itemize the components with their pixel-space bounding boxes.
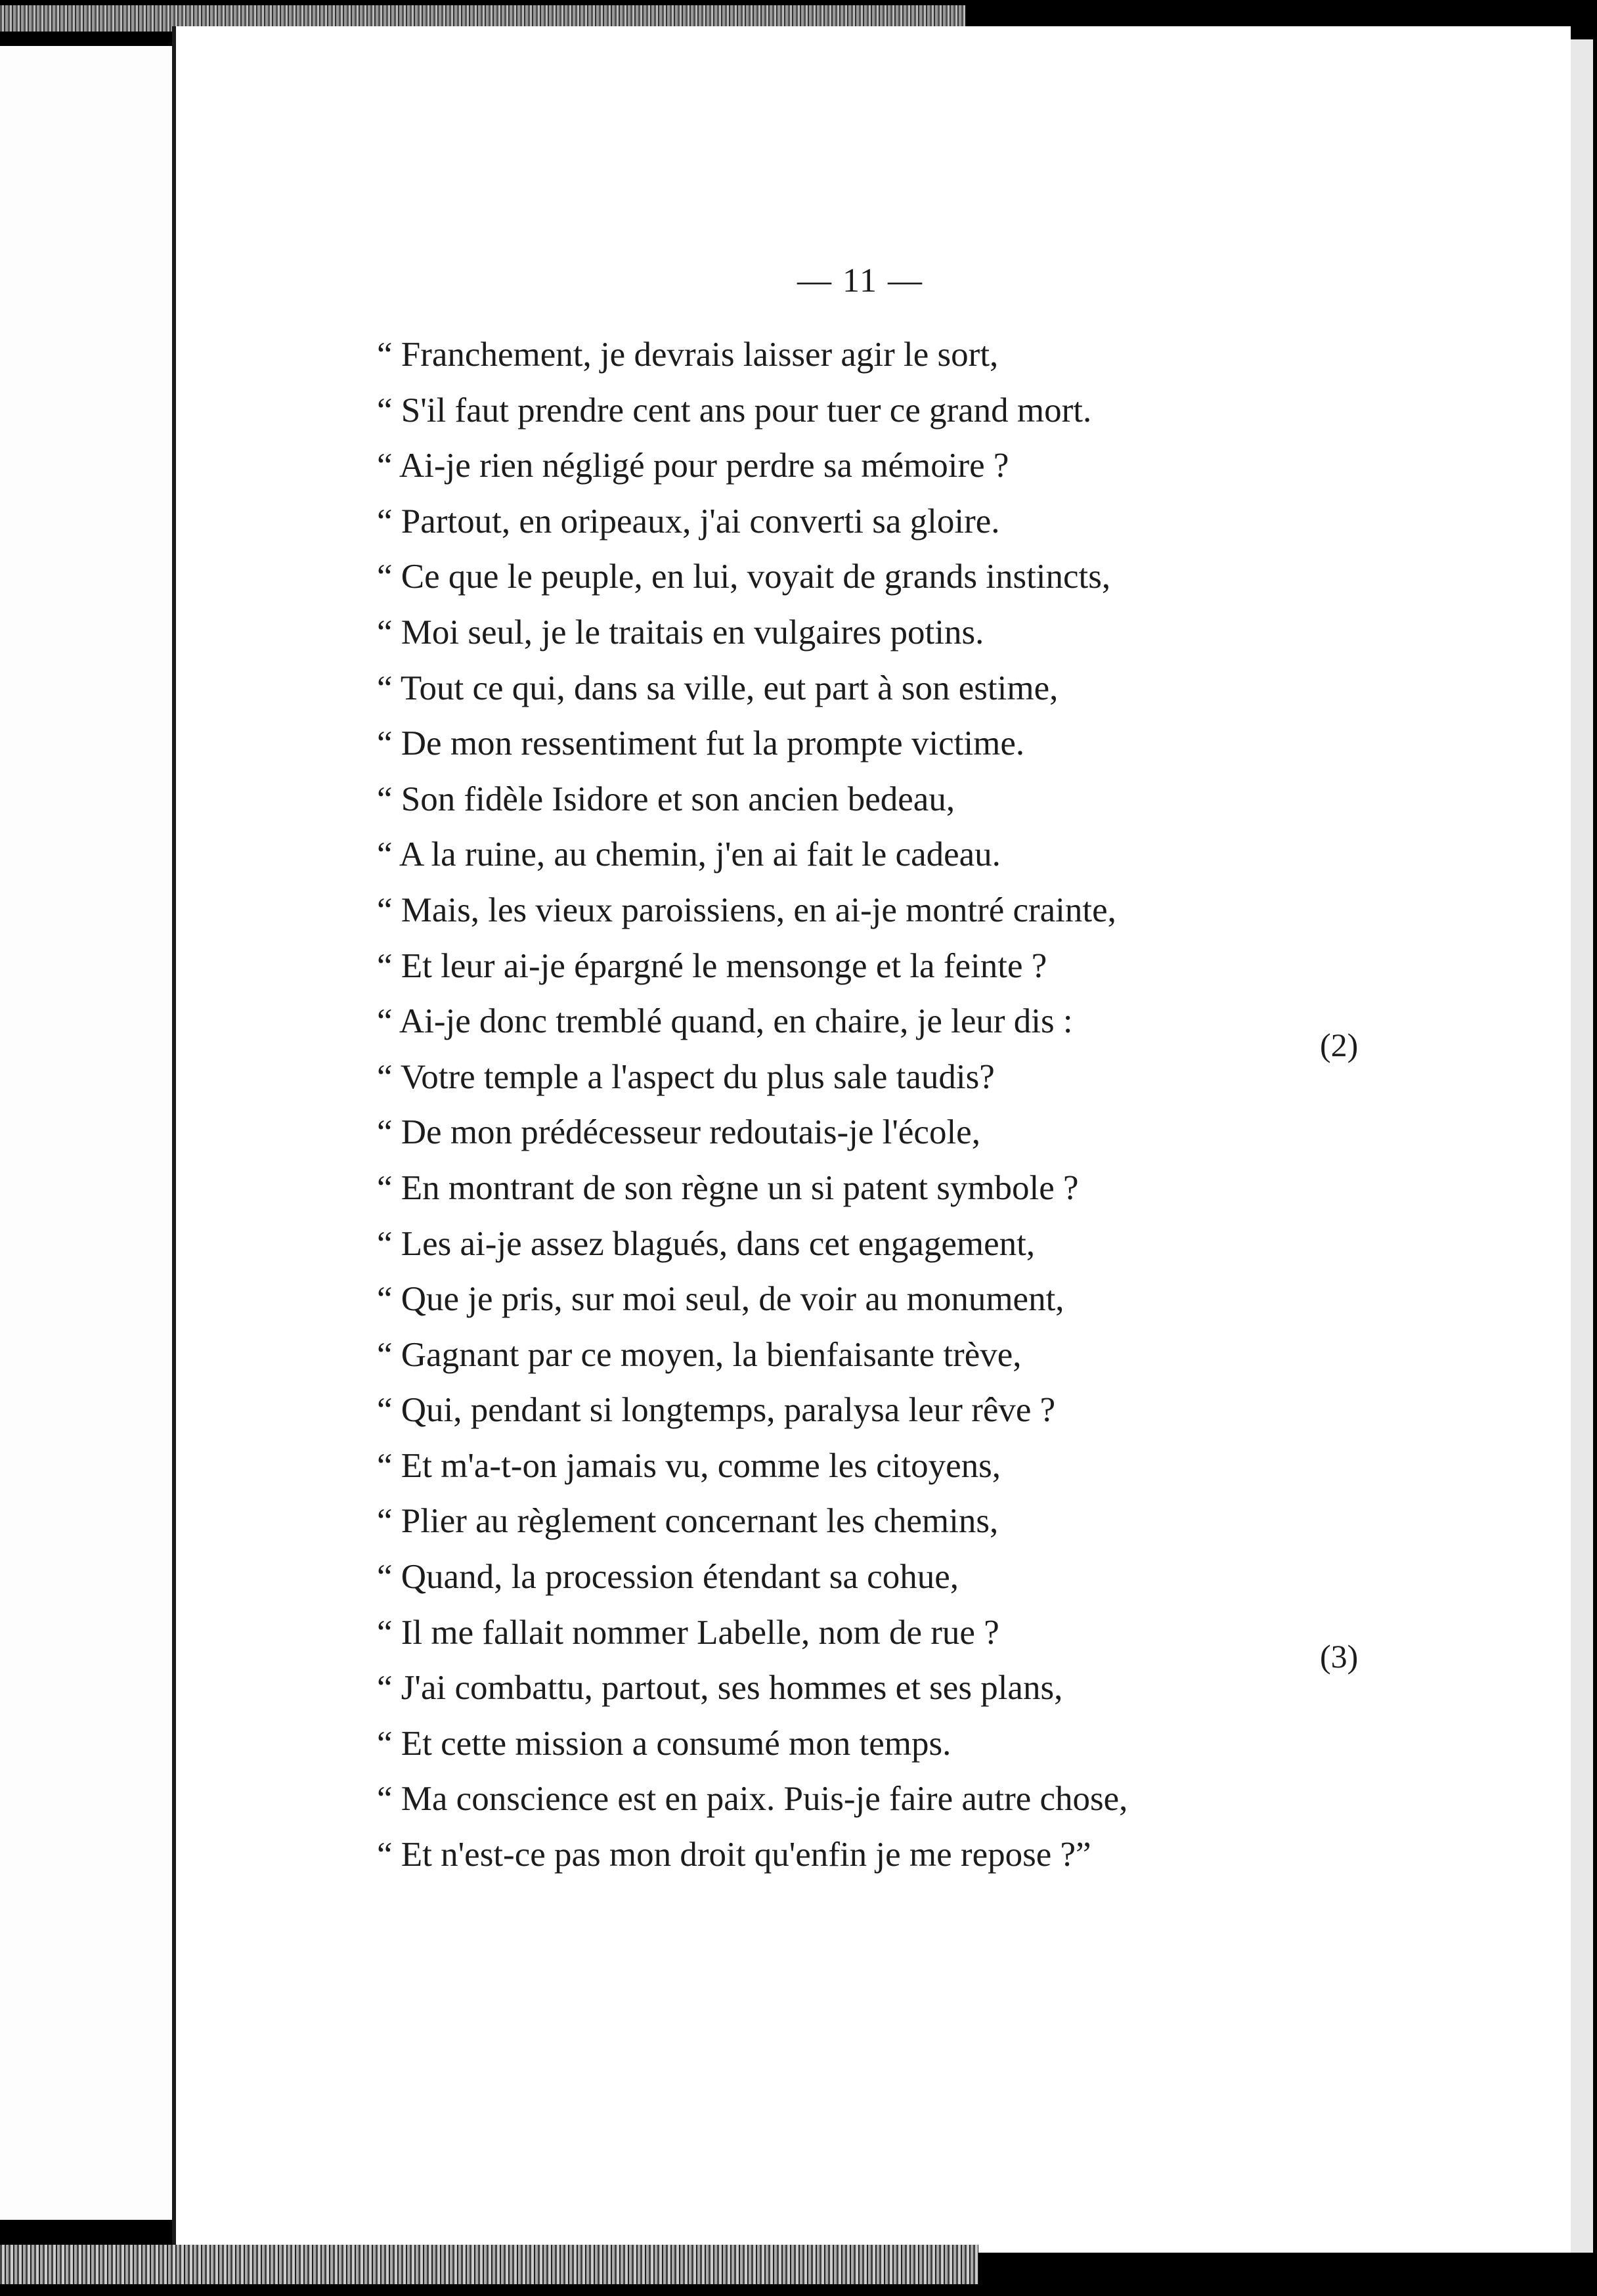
verse-line: “ A la ruine, au chemin, j'en ai fait le cadeau. bbox=[377, 835, 1001, 874]
verse-line: “ Votre temple a l'aspect du plus sale taudis? bbox=[377, 1057, 995, 1096]
verse-line: “ Ai-je donc tremblé quand, en chaire, je leur dis : bbox=[377, 1002, 1073, 1041]
verse-line: “ Quand, la procession étendant sa cohue, bbox=[377, 1558, 959, 1597]
verse-line: “ Mais, les vieux paroissiens, en ai-je montré crainte, bbox=[377, 891, 1116, 929]
page-number: — 11 — bbox=[797, 262, 924, 299]
verse-line: “ Ai-je rien négligé pour perdre sa mémoire ? bbox=[377, 447, 1009, 485]
verse-line: “ J'ai combattu, partout, ses hommes et ses plans, bbox=[377, 1669, 1063, 1708]
footnote-marker-2: (2) bbox=[1320, 1027, 1359, 1063]
verse-line: “ Moi seul, je le traitais en vulgaires potins. bbox=[377, 613, 984, 651]
verse-line: “ Gagnant par ce moyen, la bienfaisante trève, bbox=[377, 1335, 1022, 1374]
verse-line: “ Partout, en oripeaux, j'ai converti sa gloire. bbox=[377, 502, 1000, 541]
verse-line: “ S'il faut prendre cent ans pour tuer ce grand mort. bbox=[377, 391, 1092, 430]
verse-line: “ Et leur ai-je épargné le mensonge et la feinte ? bbox=[377, 946, 1047, 985]
verse-line: “ Tout ce qui, dans sa ville, eut part à son estime, bbox=[377, 669, 1059, 707]
verse-line: “ Plier au règlement concernant les chemins, bbox=[377, 1502, 999, 1541]
verse-line: “ Que je pris, sur moi seul, de voir au monument, bbox=[377, 1280, 1064, 1319]
verse-line: “ Ma conscience est en paix. Puis-je faire autre chose, bbox=[377, 1780, 1128, 1819]
poem-verse bbox=[377, 327, 1401, 1883]
facing-page-edge bbox=[0, 46, 176, 2220]
scan-noise-bottom bbox=[0, 2245, 978, 2284]
page-edge-right bbox=[1571, 39, 1593, 2253]
verse-line: “ Et m'a-t-on jamais vu, comme les citoyens, bbox=[377, 1446, 1001, 1485]
verse-line: “ Franchement, je devrais laisser agir le sort, bbox=[377, 336, 999, 374]
verse-line: “ Ce que le peuple, en lui, voyait de grands instincts, bbox=[377, 558, 1111, 596]
verse-line: “ Son fidèle Isidore et son ancien bedeau, bbox=[377, 780, 955, 818]
verse-line: “ De mon ressentiment fut la prompte victime. bbox=[377, 724, 1025, 763]
verse-line: “ En montrant de son règne un si patent symbole ? bbox=[377, 1168, 1079, 1207]
verse-line: “ Il me fallait nommer Labelle, nom de rue ? bbox=[377, 1613, 999, 1652]
verse-line: “ Les ai-je assez blagués, dans cet engagement, bbox=[377, 1224, 1036, 1263]
verse-line: “ Qui, pendant si longtemps, paralysa leur rêve ? bbox=[377, 1391, 1056, 1430]
verse-line: “ Et cette mission a consumé mon temps. bbox=[377, 1724, 952, 1763]
verse-line: “ De mon prédécesseur redoutais-je l'école, bbox=[377, 1113, 980, 1152]
footnote-marker-3: (3) bbox=[1320, 1638, 1359, 1675]
verse-line: “ Et n'est-ce pas mon droit qu'enfin je me repose ?” bbox=[377, 1836, 1091, 1874]
